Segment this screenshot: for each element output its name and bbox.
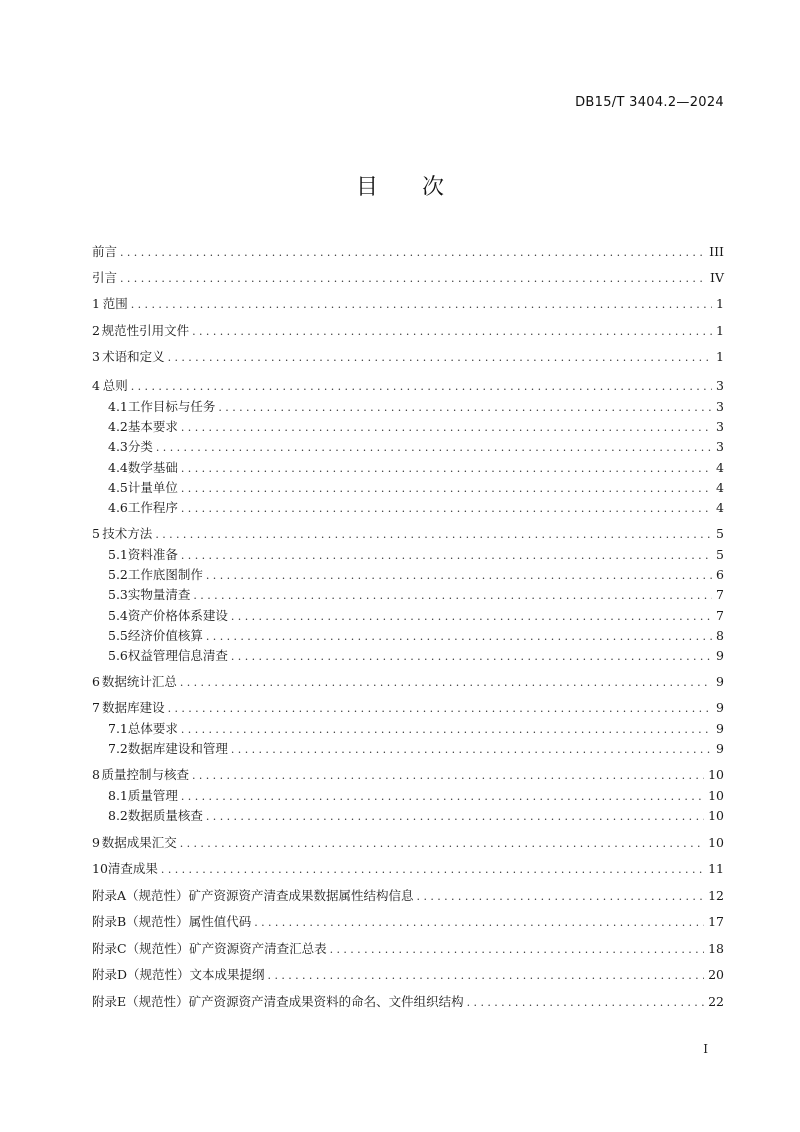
toc-entry-8-2[interactable]: 8.2 数据质量核查 ..... 10 bbox=[108, 807, 724, 825]
toc-entry-7-1[interactable]: 7.1 总体要求 ..... 9 bbox=[108, 720, 724, 738]
leader-dots bbox=[206, 628, 712, 646]
toc-entry-5-3[interactable]: 5.3 实物量清查 ..... 7 bbox=[108, 586, 724, 604]
toc-page: 17 bbox=[708, 914, 724, 929]
leader-dots bbox=[467, 994, 704, 1012]
toc-entry-7-2[interactable]: 7.2 数据库建设和管理 ..... 9 bbox=[108, 740, 724, 758]
toc-page: 3 bbox=[716, 399, 724, 414]
toc-entry-introduction[interactable]: 引言 ..... IV bbox=[92, 269, 724, 287]
toc-entry-7[interactable]: 7 数据库建设 ..... 9 bbox=[92, 699, 724, 717]
leader-dots bbox=[330, 941, 705, 959]
toc-entry-foreword[interactable]: 前言 ..... III bbox=[92, 243, 724, 261]
leader-dots bbox=[231, 648, 712, 666]
toc-page: 11 bbox=[708, 861, 724, 876]
toc-page: 7 bbox=[716, 608, 724, 623]
toc-page: 3 bbox=[716, 419, 724, 434]
toc-page: 9 bbox=[716, 741, 724, 756]
leader-dots bbox=[131, 296, 712, 314]
toc-entry-annex-d[interactable]: 附录D（规范性） 文本成果提纲 ..... 20 bbox=[92, 966, 724, 984]
toc-page: 4 bbox=[716, 500, 724, 515]
toc-entry-annex-a[interactable]: 附录A（规范性） 矿产资源资产清查成果数据属性结构信息 ..... 12 bbox=[92, 887, 724, 905]
toc-entry-5-2[interactable]: 5.2 工作底图制作 ..... 6 bbox=[108, 566, 724, 584]
leader-dots bbox=[181, 460, 712, 478]
toc-entry-5[interactable]: 5 技术方法 ..... 5 bbox=[92, 525, 724, 543]
leader-dots bbox=[155, 526, 712, 544]
toc-page: 10 bbox=[708, 788, 724, 803]
toc-page: 8 bbox=[716, 628, 724, 643]
toc-page: 5 bbox=[716, 547, 724, 562]
toc-entry-annex-e[interactable]: 附录E（规范性） 矿产资源资产清查成果资料的命名、文件组织结构 ..... 22 bbox=[92, 993, 724, 1011]
leader-dots bbox=[120, 244, 705, 262]
toc-entry-4-6[interactable]: 4.6 工作程序 ..... 4 bbox=[108, 499, 724, 517]
toc-entry-4-2[interactable]: 4.2 基本要求 ..... 3 bbox=[108, 418, 724, 436]
toc-page: 20 bbox=[708, 967, 724, 982]
toc-entry-4-5[interactable]: 4.5 计量单位 ..... 4 bbox=[108, 479, 724, 497]
toc-entry-annex-c[interactable]: 附录C（规范性） 矿产资源资产清查汇总表 ..... 18 bbox=[92, 940, 724, 958]
leader-dots bbox=[181, 480, 712, 498]
toc-entry-8[interactable]: 8 质量控制与核查 ..... 10 bbox=[92, 766, 724, 784]
toc-page: 6 bbox=[716, 567, 724, 582]
toc-page: IV bbox=[710, 270, 724, 285]
leader-dots bbox=[161, 861, 704, 879]
toc-page: 1 bbox=[716, 296, 724, 311]
toc-entry-4-3[interactable]: 4.3 分类 ..... 3 bbox=[108, 438, 724, 456]
toc-page: 4 bbox=[716, 480, 724, 495]
toc-entry-8-1[interactable]: 8.1 质量管理 ..... 10 bbox=[108, 787, 724, 805]
toc-page: 4 bbox=[716, 460, 724, 475]
toc-entry-1[interactable]: 1 范围 ..... 1 bbox=[92, 295, 724, 313]
toc-page: 9 bbox=[716, 674, 724, 689]
toc-page: 9 bbox=[716, 721, 724, 736]
title-char-2: 次 bbox=[422, 175, 445, 200]
toc-entry-5-4[interactable]: 5.4 资产价格体系建设 ..... 7 bbox=[108, 607, 724, 625]
leader-dots bbox=[206, 567, 712, 585]
leader-dots bbox=[231, 741, 712, 759]
leader-dots bbox=[193, 587, 712, 605]
toc-page: 1 bbox=[716, 323, 724, 338]
toc-entry-6[interactable]: 6 数据统计汇总 ..... 9 bbox=[92, 673, 724, 691]
toc-page: 18 bbox=[708, 941, 724, 956]
page-number: I bbox=[703, 1042, 708, 1056]
toc-entry-5-1[interactable]: 5.1 资料准备 ..... 5 bbox=[108, 546, 724, 564]
document-code: DB15/T 3404.2—2024 bbox=[575, 95, 724, 110]
toc-entry-annex-b[interactable]: 附录B（规范性） 属性值代码 ..... 17 bbox=[92, 913, 724, 931]
leader-dots bbox=[231, 608, 712, 626]
leader-dots bbox=[254, 914, 704, 932]
leader-dots bbox=[218, 399, 712, 417]
leader-dots bbox=[181, 788, 704, 806]
leader-dots bbox=[181, 500, 712, 518]
toc-page: 9 bbox=[716, 648, 724, 663]
toc-page: 3 bbox=[716, 439, 724, 454]
toc-page: 9 bbox=[716, 700, 724, 715]
toc-page: 12 bbox=[708, 888, 724, 903]
toc-entry-10[interactable]: 10 清查成果 ..... 11 bbox=[92, 860, 724, 878]
leader-dots bbox=[206, 808, 704, 826]
toc-page: 10 bbox=[708, 835, 724, 850]
toc-entry-4[interactable]: 4 总则 ..... 3 bbox=[92, 377, 724, 395]
toc-page: 10 bbox=[708, 808, 724, 823]
leader-dots bbox=[180, 835, 704, 853]
leader-dots bbox=[192, 767, 704, 785]
toc-entry-3[interactable]: 3 术语和定义 ..... 1 bbox=[92, 348, 724, 366]
toc-entry-4-4[interactable]: 4.4 数学基础 ..... 4 bbox=[108, 459, 724, 477]
toc-page: III bbox=[709, 244, 724, 259]
toc-entry-4-1[interactable]: 4.1 工作目标与任务 ..... 3 bbox=[108, 398, 724, 416]
toc-page: 7 bbox=[716, 587, 724, 602]
leader-dots bbox=[181, 419, 712, 437]
toc-entry-5-5[interactable]: 5.5 经济价值核算 ..... 8 bbox=[108, 627, 724, 645]
page-title bbox=[0, 170, 800, 201]
toc-entry-9[interactable]: 9 数据成果汇交 ..... 10 bbox=[92, 834, 724, 852]
leader-dots bbox=[168, 349, 712, 367]
leader-dots bbox=[120, 270, 706, 288]
leader-dots bbox=[268, 967, 705, 985]
leader-dots bbox=[168, 700, 712, 718]
leader-dots bbox=[192, 323, 712, 341]
toc-page: 1 bbox=[716, 349, 724, 364]
toc-page: 22 bbox=[708, 994, 724, 1009]
leader-dots bbox=[156, 439, 712, 457]
toc-entry-2[interactable]: 2 规范性引用文件 ..... 1 bbox=[92, 322, 724, 340]
leader-dots bbox=[417, 888, 705, 906]
toc-page: 5 bbox=[716, 526, 724, 541]
toc-page: 10 bbox=[708, 767, 724, 782]
toc-page: 3 bbox=[716, 378, 724, 393]
title-char-1: 目 bbox=[355, 175, 378, 200]
toc-entry-5-6[interactable]: 5.6 权益管理信息清查 ..... 9 bbox=[108, 647, 724, 665]
leader-dots bbox=[131, 378, 712, 396]
leader-dots bbox=[181, 721, 712, 739]
leader-dots bbox=[181, 547, 712, 565]
leader-dots bbox=[180, 674, 712, 692]
